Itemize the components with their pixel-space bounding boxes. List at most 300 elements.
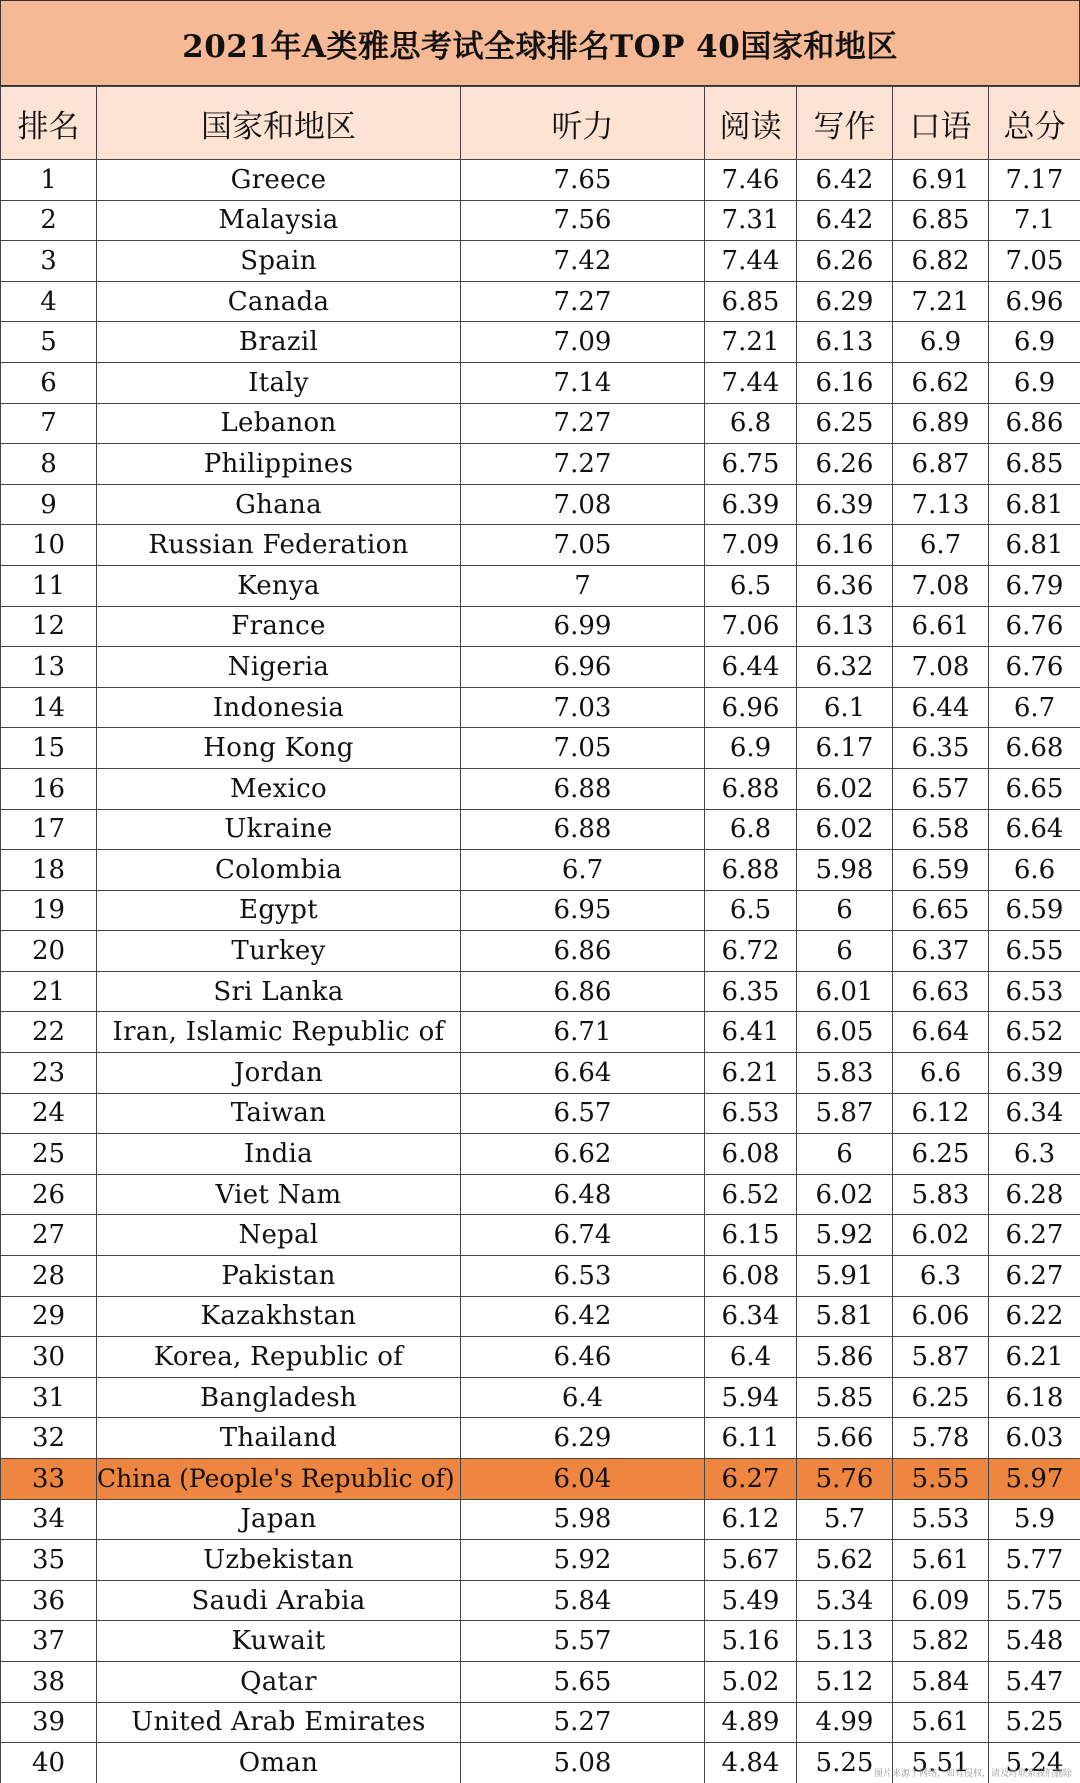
header-country: 国家和地区 [97,87,461,160]
overall-cell: 6.85 [989,444,1080,485]
reading-cell: 7.21 [705,322,797,363]
table-row [1,647,1080,688]
table-row [1,1580,1080,1621]
table-row [1,1296,1080,1337]
writing-cell: 6.05 [797,1012,893,1053]
overall-cell: 6.81 [989,484,1080,525]
speaking-cell: 6.9 [893,322,989,363]
overall-cell: 7.17 [989,160,1080,201]
listening-cell: 6.99 [461,606,705,647]
reading-cell: 6.8 [705,809,797,850]
country-cell: India [97,1134,461,1175]
rank-cell: 14 [1,687,97,728]
reading-cell: 6.4 [705,1337,797,1378]
overall-cell: 5.25 [989,1702,1080,1743]
country-cell: Sri Lanka [97,971,461,1012]
listening-cell: 5.98 [461,1499,705,1540]
overall-cell: 6.9 [989,362,1080,403]
reading-cell: 6.44 [705,647,797,688]
reading-cell: 6.75 [705,444,797,485]
table-row [1,728,1080,769]
reading-cell: 6.52 [705,1174,797,1215]
reading-cell: 6.88 [705,850,797,891]
country-cell: Lebanon [97,403,461,444]
rank-cell: 38 [1,1661,97,1702]
speaking-cell: 5.78 [893,1418,989,1459]
listening-cell: 6.48 [461,1174,705,1215]
table-row [1,1377,1080,1418]
overall-cell: 5.48 [989,1621,1080,1662]
overall-cell: 6.27 [989,1256,1080,1297]
listening-cell: 5.65 [461,1661,705,1702]
table-row [1,1012,1080,1053]
country-cell: Bangladesh [97,1377,461,1418]
listening-cell: 6.96 [461,647,705,688]
rank-cell: 20 [1,931,97,972]
writing-cell: 5.87 [797,1093,893,1134]
overall-cell: 6.96 [989,281,1080,322]
overall-cell: 7.1 [989,200,1080,241]
rank-cell: 10 [1,525,97,566]
header-writing: 写作 [797,87,893,160]
overall-cell: 5.47 [989,1661,1080,1702]
table-row [1,1499,1080,1540]
speaking-cell: 6.44 [893,687,989,728]
rank-cell: 16 [1,768,97,809]
overall-cell: 6.27 [989,1215,1080,1256]
header-overall: 总分 [989,87,1080,160]
rank-cell: 4 [1,281,97,322]
table-row [1,850,1080,891]
listening-cell: 6.64 [461,1053,705,1094]
speaking-cell: 5.84 [893,1661,989,1702]
table-row [1,768,1080,809]
writing-cell: 5.76 [797,1459,893,1500]
overall-cell: 6.81 [989,525,1080,566]
writing-cell: 6.29 [797,281,893,322]
rank-cell: 3 [1,241,97,282]
rank-cell: 12 [1,606,97,647]
country-cell: Thailand [97,1418,461,1459]
overall-cell: 6.7 [989,687,1080,728]
reading-cell: 6.9 [705,728,797,769]
speaking-cell: 6.3 [893,1256,989,1297]
speaking-cell: 5.61 [893,1540,989,1581]
table-row [1,241,1080,282]
writing-cell: 5.98 [797,850,893,891]
speaking-cell: 6.65 [893,890,989,931]
listening-cell: 6.86 [461,931,705,972]
listening-cell: 7.14 [461,362,705,403]
writing-cell: 6.02 [797,1174,893,1215]
country-cell: France [97,606,461,647]
table-row [1,1215,1080,1256]
writing-cell: 5.86 [797,1337,893,1378]
country-cell: Turkey [97,931,461,972]
rank-cell: 27 [1,1215,97,1256]
table-row [1,1134,1080,1175]
speaking-cell: 7.08 [893,647,989,688]
reading-cell: 7.44 [705,362,797,403]
writing-cell: 6.02 [797,768,893,809]
overall-cell: 6.86 [989,403,1080,444]
country-cell: Japan [97,1499,461,1540]
rank-cell: 5 [1,322,97,363]
writing-cell: 6.02 [797,809,893,850]
speaking-cell: 7.21 [893,281,989,322]
reading-cell: 6.96 [705,687,797,728]
speaking-cell: 6.09 [893,1580,989,1621]
writing-cell: 5.91 [797,1256,893,1297]
table-row [1,1418,1080,1459]
overall-cell: 6.03 [989,1418,1080,1459]
overall-cell: 6.9 [989,322,1080,363]
table-row [1,890,1080,931]
reading-cell: 5.67 [705,1540,797,1581]
listening-cell: 7.09 [461,322,705,363]
speaking-cell: 6.37 [893,931,989,972]
listening-cell: 7.65 [461,160,705,201]
rank-cell: 37 [1,1621,97,1662]
rank-cell: 26 [1,1174,97,1215]
speaking-cell: 6.6 [893,1053,989,1094]
reading-cell: 6.12 [705,1499,797,1540]
overall-cell: 6.18 [989,1377,1080,1418]
table-row [1,1256,1080,1297]
rank-cell: 11 [1,565,97,606]
overall-cell: 6.53 [989,971,1080,1012]
listening-cell: 6.71 [461,1012,705,1053]
country-cell: Qatar [97,1661,461,1702]
writing-cell: 5.81 [797,1296,893,1337]
table-row [1,1661,1080,1702]
listening-cell: 7.56 [461,200,705,241]
overall-cell: 6.28 [989,1174,1080,1215]
listening-cell: 7.08 [461,484,705,525]
table-row [1,281,1080,322]
country-cell: Philippines [97,444,461,485]
country-cell: Taiwan [97,1093,461,1134]
table-row [1,200,1080,241]
country-cell: Brazil [97,322,461,363]
table-row [1,606,1080,647]
country-cell: Mexico [97,768,461,809]
country-cell: Kuwait [97,1621,461,1662]
rank-cell: 9 [1,484,97,525]
rank-cell: 35 [1,1540,97,1581]
writing-cell: 5.83 [797,1053,893,1094]
table-row [1,1540,1080,1581]
header-listening: 听力 [461,87,705,160]
country-cell: Canada [97,281,461,322]
listening-cell: 6.29 [461,1418,705,1459]
country-cell: Colombia [97,850,461,891]
speaking-cell: 6.02 [893,1215,989,1256]
rank-cell: 13 [1,647,97,688]
overall-cell: 6.65 [989,768,1080,809]
speaking-cell: 6.85 [893,200,989,241]
speaking-cell: 6.91 [893,160,989,201]
writing-cell: 6.42 [797,200,893,241]
reading-cell: 6.5 [705,890,797,931]
reading-cell: 7.09 [705,525,797,566]
listening-cell: 7.42 [461,241,705,282]
listening-cell: 7.03 [461,687,705,728]
speaking-cell: 5.87 [893,1337,989,1378]
listening-cell: 6.53 [461,1256,705,1297]
speaking-cell: 6.59 [893,850,989,891]
country-cell: Uzbekistan [97,1540,461,1581]
writing-cell: 4.99 [797,1702,893,1743]
writing-cell: 6.26 [797,241,893,282]
rank-cell: 34 [1,1499,97,1540]
ranking-table [0,86,1080,1783]
writing-cell: 6.42 [797,160,893,201]
speaking-cell: 6.12 [893,1093,989,1134]
listening-cell: 7.05 [461,728,705,769]
table-row [1,971,1080,1012]
country-cell: Jordan [97,1053,461,1094]
country-cell: Saudi Arabia [97,1580,461,1621]
table-row [1,1621,1080,1662]
reading-cell: 6.08 [705,1134,797,1175]
speaking-cell: 5.83 [893,1174,989,1215]
listening-cell: 5.84 [461,1580,705,1621]
writing-cell: 5.62 [797,1540,893,1581]
speaking-cell: 6.57 [893,768,989,809]
overall-cell: 5.75 [989,1580,1080,1621]
reading-cell: 7.31 [705,200,797,241]
listening-cell: 6.46 [461,1337,705,1378]
rank-cell: 21 [1,971,97,1012]
table-row [1,1174,1080,1215]
speaking-cell: 6.61 [893,606,989,647]
header-rank: 排名 [1,87,97,160]
reading-cell: 5.16 [705,1621,797,1662]
overall-cell: 6.59 [989,890,1080,931]
reading-cell: 6.21 [705,1053,797,1094]
table-row [1,525,1080,566]
speaking-cell: 6.58 [893,809,989,850]
reading-cell: 6.39 [705,484,797,525]
country-cell: Pakistan [97,1256,461,1297]
listening-cell: 6.7 [461,850,705,891]
reading-cell: 6.08 [705,1256,797,1297]
rank-cell: 33 [1,1459,97,1500]
speaking-cell: 5.55 [893,1459,989,1500]
overall-cell: 6.79 [989,565,1080,606]
writing-cell: 6 [797,890,893,931]
writing-cell: 5.85 [797,1377,893,1418]
reading-cell: 5.02 [705,1661,797,1702]
writing-cell: 5.25 [797,1743,893,1783]
rank-cell: 15 [1,728,97,769]
reading-cell: 6.27 [705,1459,797,1500]
table-row [1,931,1080,972]
table-row [1,809,1080,850]
country-cell: Oman [97,1743,461,1783]
writing-cell: 6.32 [797,647,893,688]
overall-cell: 6.64 [989,809,1080,850]
speaking-cell: 7.13 [893,484,989,525]
table-body [1,160,1080,1783]
overall-cell: 7.05 [989,241,1080,282]
rank-cell: 28 [1,1256,97,1297]
header-speaking: 口语 [893,87,989,160]
table-row [1,687,1080,728]
speaking-cell: 6.7 [893,525,989,566]
country-cell: Kenya [97,565,461,606]
rank-cell: 30 [1,1337,97,1378]
rank-cell: 2 [1,200,97,241]
reading-cell: 6.15 [705,1215,797,1256]
listening-cell: 6.04 [461,1459,705,1500]
speaking-cell: 6.25 [893,1134,989,1175]
listening-cell: 6.95 [461,890,705,931]
writing-cell: 5.66 [797,1418,893,1459]
country-cell: Kazakhstan [97,1296,461,1337]
country-cell: Ukraine [97,809,461,850]
listening-cell: 7.27 [461,281,705,322]
rank-cell: 17 [1,809,97,850]
listening-cell: 6.4 [461,1377,705,1418]
country-cell: China (People's Republic of) [97,1459,461,1500]
table-row [1,1459,1080,1500]
rank-cell: 23 [1,1053,97,1094]
speaking-cell: 6.06 [893,1296,989,1337]
table-row [1,362,1080,403]
rank-cell: 19 [1,890,97,931]
reading-cell: 7.46 [705,160,797,201]
writing-cell: 6.25 [797,403,893,444]
country-cell: Nepal [97,1215,461,1256]
rank-cell: 32 [1,1418,97,1459]
speaking-cell: 6.82 [893,241,989,282]
table-row [1,403,1080,444]
writing-cell: 5.92 [797,1215,893,1256]
table-row [1,1702,1080,1743]
writing-cell: 6.17 [797,728,893,769]
overall-cell: 6.34 [989,1093,1080,1134]
rank-cell: 7 [1,403,97,444]
speaking-cell: 6.25 [893,1377,989,1418]
overall-cell: 6.76 [989,647,1080,688]
header-row [1,87,1080,160]
table-row [1,444,1080,485]
writing-cell: 6.13 [797,606,893,647]
rank-cell: 1 [1,160,97,201]
country-cell: Egypt [97,890,461,931]
overall-cell: 6.55 [989,931,1080,972]
writing-cell: 6.39 [797,484,893,525]
country-cell: Malaysia [97,200,461,241]
country-cell: Korea, Republic of [97,1337,461,1378]
overall-cell: 6.52 [989,1012,1080,1053]
listening-cell: 6.86 [461,971,705,1012]
reading-cell: 6.8 [705,403,797,444]
speaking-cell: 6.63 [893,971,989,1012]
listening-cell: 5.27 [461,1702,705,1743]
writing-cell: 6.16 [797,525,893,566]
reading-cell: 6.85 [705,281,797,322]
speaking-cell: 6.64 [893,1012,989,1053]
reading-cell: 4.84 [705,1743,797,1783]
reading-cell: 7.06 [705,606,797,647]
listening-cell: 5.57 [461,1621,705,1662]
writing-cell: 6.01 [797,971,893,1012]
listening-cell: 6.42 [461,1296,705,1337]
country-cell: Viet Nam [97,1174,461,1215]
table-row [1,565,1080,606]
rank-cell: 40 [1,1743,97,1783]
listening-cell: 7.05 [461,525,705,566]
rank-cell: 24 [1,1093,97,1134]
table-row [1,484,1080,525]
speaking-cell: 5.82 [893,1621,989,1662]
reading-cell: 7.44 [705,241,797,282]
rank-cell: 6 [1,362,97,403]
listening-cell: 7 [461,565,705,606]
rank-cell: 8 [1,444,97,485]
table-row [1,1053,1080,1094]
country-cell: Russian Federation [97,525,461,566]
speaking-cell: 6.35 [893,728,989,769]
listening-cell: 6.74 [461,1215,705,1256]
reading-cell: 6.88 [705,768,797,809]
writing-cell: 6.26 [797,444,893,485]
country-cell: Nigeria [97,647,461,688]
overall-cell: 6.76 [989,606,1080,647]
overall-cell: 5.97 [989,1459,1080,1500]
overall-cell: 6.68 [989,728,1080,769]
country-cell: Indonesia [97,687,461,728]
overall-cell: 6.21 [989,1337,1080,1378]
listening-cell: 7.27 [461,403,705,444]
country-cell: Greece [97,160,461,201]
overall-cell: 5.24 [989,1743,1080,1783]
country-cell: Hong Kong [97,728,461,769]
listening-cell: 6.88 [461,809,705,850]
reading-cell: 6.72 [705,931,797,972]
table-row [1,160,1080,201]
writing-cell: 6 [797,1134,893,1175]
speaking-cell: 6.89 [893,403,989,444]
writing-cell: 6.1 [797,687,893,728]
writing-cell: 5.13 [797,1621,893,1662]
writing-cell: 6 [797,931,893,972]
overall-cell: 6.22 [989,1296,1080,1337]
country-cell: Iran, Islamic Republic of [97,1012,461,1053]
country-cell: Spain [97,241,461,282]
reading-cell: 4.89 [705,1702,797,1743]
listening-cell: 7.27 [461,444,705,485]
table-row [1,322,1080,363]
table-row [1,1093,1080,1134]
speaking-cell: 6.87 [893,444,989,485]
overall-cell: 6.39 [989,1053,1080,1094]
country-cell: Italy [97,362,461,403]
overall-cell: 5.9 [989,1499,1080,1540]
speaking-cell: 6.62 [893,362,989,403]
speaking-cell: 5.51 [893,1743,989,1783]
reading-cell: 5.49 [705,1580,797,1621]
speaking-cell: 7.08 [893,565,989,606]
listening-cell: 5.92 [461,1540,705,1581]
overall-cell: 6.3 [989,1134,1080,1175]
listening-cell: 6.62 [461,1134,705,1175]
rank-cell: 39 [1,1702,97,1743]
writing-cell: 6.13 [797,322,893,363]
